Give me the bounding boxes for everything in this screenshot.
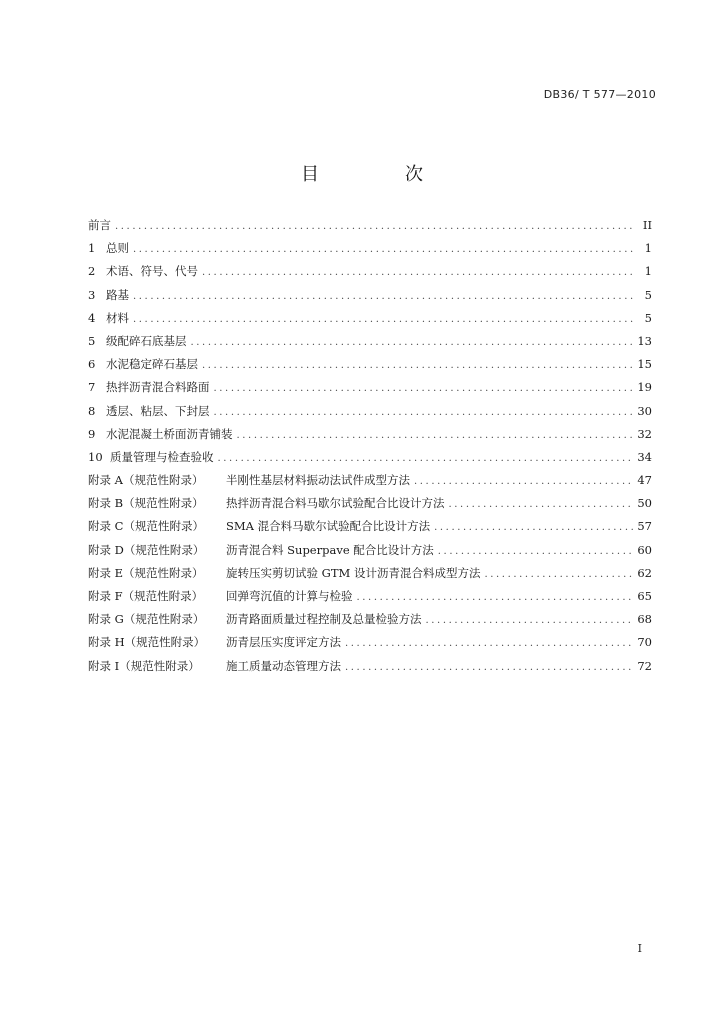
document-code: DB36/ T 577—2010	[543, 88, 656, 101]
toc-leader-dots	[115, 215, 634, 238]
toc-page-number: 70	[637, 635, 652, 650]
toc-entry-title: 透层、粘层、下封层	[106, 403, 210, 418]
toc-entry[interactable]	[88, 469, 652, 492]
toc-leader-dots	[357, 586, 634, 609]
toc-entry-label	[88, 515, 430, 538]
toc-chapter-number: 6	[88, 357, 96, 372]
toc-chapter-number: 10	[88, 449, 103, 464]
toc-page-number: 65	[637, 589, 652, 603]
toc-leader-dots	[214, 377, 634, 400]
toc-entry-title: 热拌沥青混合料路面	[106, 380, 210, 395]
toc-entry-label	[88, 562, 480, 585]
toc-page-number: 5	[644, 287, 652, 302]
toc-entry-label	[88, 446, 214, 469]
toc-leader-dots	[218, 447, 634, 470]
toc-chapter-number: 8	[88, 403, 96, 418]
toc-entry-title: 术语、符号、代号	[106, 264, 198, 279]
toc-page-number: 32	[637, 426, 652, 441]
toc-entry[interactable]	[88, 376, 652, 399]
toc-entry-label	[88, 585, 353, 608]
toc-entry[interactable]	[88, 446, 652, 469]
toc-entry-title: 回弹弯沉值的计算与检验	[226, 589, 353, 603]
toc-entry-title: 水泥混凝土桥面沥青铺装	[106, 426, 233, 441]
toc-leader-dots	[449, 493, 634, 516]
toc-leader-dots	[484, 563, 633, 586]
toc-entry-title: 级配碎石底基层	[106, 333, 187, 348]
toc-entry-label	[88, 307, 129, 330]
toc-entry[interactable]	[88, 585, 652, 608]
toc-entry[interactable]	[88, 330, 652, 353]
toc-entry-title: 沥青混合料 Superpave 配合比设计方法	[226, 542, 434, 557]
toc-entry-title: 热拌沥青混合料马歇尔试验配合比设计方法	[226, 496, 445, 511]
toc-page-number: 60	[637, 542, 652, 557]
toc-appendix-label: 附录 F（规范性附录）	[88, 589, 204, 603]
toc-chapter-number: 2	[88, 264, 96, 279]
toc-entry[interactable]	[88, 539, 652, 562]
toc-leader-dots	[237, 424, 634, 447]
toc-entry-label	[88, 655, 341, 678]
toc-leader-dots	[202, 354, 633, 377]
toc-chapter-number: 4	[88, 310, 96, 325]
page-title: 目 次	[301, 164, 457, 185]
toc-entry-label	[88, 469, 410, 492]
toc-leader-dots	[133, 285, 634, 308]
toc-leader-dots	[434, 516, 633, 539]
toc-entry[interactable]	[88, 307, 652, 330]
toc-entry-title: SMA 混合料马歇尔试验配合比设计方法	[226, 519, 431, 534]
page-number: I	[637, 942, 642, 955]
toc-entry-label	[88, 353, 198, 376]
toc-appendix-label: 附录 G（规范性附录）	[88, 612, 205, 627]
toc-page-number: 13	[637, 333, 652, 348]
toc-page-number: 34	[637, 449, 652, 464]
toc-chapter-number: 1	[88, 241, 96, 256]
toc-entry-title: 沥青路面质量过程控制及总量检验方法	[226, 612, 422, 627]
toc-page-number: 57	[637, 519, 652, 534]
toc-page-number: 47	[637, 473, 652, 488]
toc-entry-title: 总则	[106, 241, 129, 256]
toc-appendix-label: 附录 E（规范性附录）	[88, 565, 204, 580]
toc-page-number: II	[642, 218, 652, 232]
toc-appendix-label: 附录 B（规范性附录）	[88, 496, 204, 511]
toc-leader-dots	[133, 308, 634, 331]
toc-page-number: 72	[637, 658, 652, 673]
toc-entry[interactable]	[88, 631, 652, 654]
toc-leader-dots	[191, 331, 634, 354]
toc-leader-dots	[133, 238, 634, 261]
toc-appendix-label: 附录 H（规范性附录）	[88, 635, 206, 650]
toc-leader-dots	[345, 656, 633, 679]
toc-entry-label	[88, 631, 341, 654]
toc-entry-title: 材料	[106, 310, 129, 325]
toc-entry-label	[88, 423, 233, 446]
toc-entry-label	[88, 492, 445, 515]
toc-entry[interactable]	[88, 214, 652, 237]
toc-leader-dots	[426, 609, 634, 632]
toc-chapter-number: 3	[88, 287, 96, 302]
toc-entry-label	[88, 539, 434, 562]
toc-chapter-number: 7	[88, 380, 96, 395]
toc-page-number: 30	[637, 403, 652, 418]
toc-appendix-label: 附录 A（规范性附录）	[88, 473, 204, 488]
toc-leader-dots	[438, 540, 634, 563]
toc-entry-label	[88, 330, 187, 353]
toc-page-number: 19	[637, 380, 652, 395]
toc-entry-label	[88, 214, 111, 237]
toc-entry-label	[88, 608, 422, 631]
toc-page-number: 5	[644, 310, 652, 325]
toc-leader-dots	[214, 401, 634, 424]
toc-entry[interactable]	[88, 237, 652, 260]
toc-entry-label	[88, 400, 210, 423]
toc-entry[interactable]	[88, 562, 652, 585]
toc-entry-title: 沥青层压实度评定方法	[226, 635, 341, 650]
toc-entry[interactable]	[88, 655, 652, 678]
toc-entry-label	[88, 260, 198, 283]
toc-entry-title: 水泥稳定碎石基层	[106, 357, 198, 372]
toc-entry-title: 前言	[88, 218, 111, 232]
toc-leader-dots	[414, 470, 633, 493]
toc-page-number: 50	[637, 496, 652, 511]
table-of-contents	[88, 214, 652, 678]
toc-entry-title: 质量管理与检查验收	[110, 449, 214, 464]
toc-page-number: 15	[637, 357, 652, 372]
toc-entry-label	[88, 237, 129, 260]
toc-page-number: 62	[637, 565, 652, 580]
toc-entry-label	[88, 376, 210, 399]
toc-entry-title: 施工质量动态管理方法	[226, 658, 341, 673]
toc-entry-label	[88, 284, 129, 307]
toc-appendix-label: 附录 D（规范性附录）	[88, 542, 205, 557]
toc-page-number: 68	[637, 612, 652, 627]
toc-entry[interactable]	[88, 260, 652, 283]
toc-entry[interactable]	[88, 608, 652, 631]
toc-entry[interactable]	[88, 400, 652, 423]
toc-appendix-label: 附录 C（规范性附录）	[88, 519, 204, 534]
toc-entry[interactable]	[88, 423, 652, 446]
toc-entry-title: 旋转压实剪切试验 GTM 设计沥青混合料成型方法	[226, 565, 481, 580]
toc-entry[interactable]	[88, 515, 652, 538]
toc-leader-dots	[345, 632, 633, 655]
toc-chapter-number: 5	[88, 333, 96, 348]
toc-appendix-label: 附录 I（规范性附录）	[88, 658, 200, 673]
toc-entry-title: 路基	[106, 287, 129, 302]
toc-page-number: 1	[644, 241, 652, 256]
toc-entry-title: 半刚性基层材料振动法试件成型方法	[226, 473, 410, 488]
toc-entry[interactable]	[88, 353, 652, 376]
toc-entry[interactable]	[88, 492, 652, 515]
toc-entry[interactable]	[88, 284, 652, 307]
toc-leader-dots	[202, 261, 634, 284]
toc-chapter-number: 9	[88, 426, 96, 441]
toc-page-number: 1	[644, 264, 652, 279]
